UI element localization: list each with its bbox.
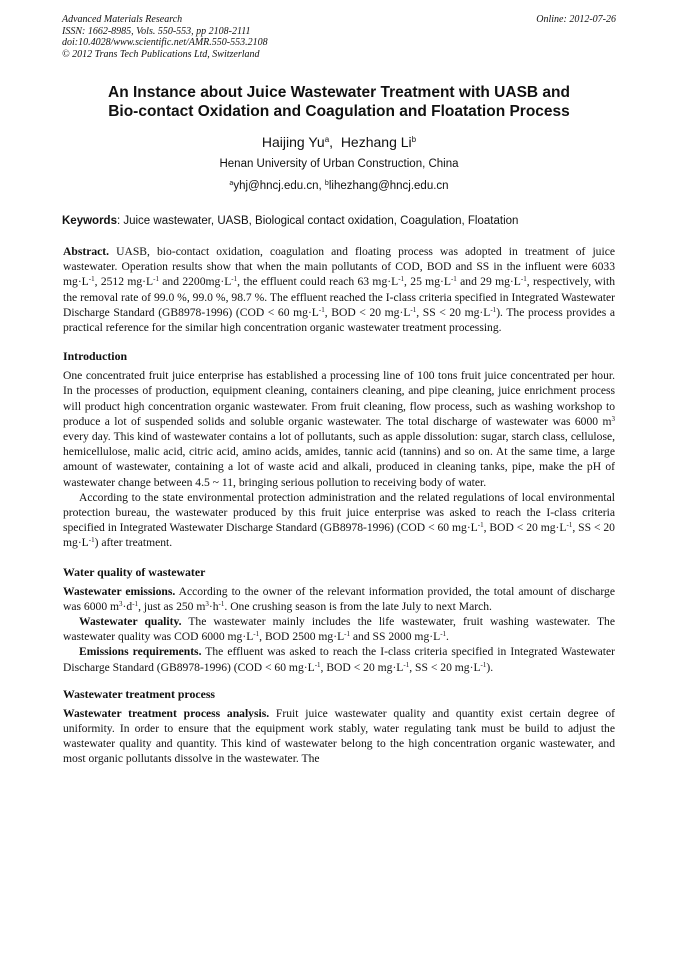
text-run: UASB, bio-contact oxidation, coagulation and floating process was adopted in treatment of juice wastewater. Operation results show that when the main pollutants of COD, BOD and SS in the influent were 6033 mg·L (63, 245, 615, 289)
superscript: -1 (314, 660, 321, 669)
email-link[interactable]: lihezhang@hncj.edu.cn (328, 180, 449, 192)
text-run: , BOD 2500 mg·L (259, 630, 345, 644)
superscript: -1 (450, 275, 457, 284)
journal-header (62, 14, 382, 60)
superscript: -1 (344, 630, 351, 639)
treatment-paragraph (63, 706, 615, 767)
title-line-2: Bio-contact Oxidation and Coagulation and Floatation Process (108, 103, 570, 120)
text-run: ). (486, 660, 494, 674)
text-run: , SS < 20 mg·L (416, 305, 491, 319)
keywords-label: Keywords (62, 215, 117, 227)
title-line-1: An Instance about Juice Wastewater Treatment with UASB and (108, 84, 570, 101)
superscript: -1 (490, 305, 497, 314)
issn-line: ISSN: 1662-8985, Vols. 550-553, pp 2108-2111 (62, 25, 251, 37)
run-in-heading: Wastewater treatment process analysis. (63, 706, 270, 720)
paper-title (62, 83, 616, 121)
run-in-heading: Emissions requirements. (79, 645, 202, 659)
superscript: -1 (88, 536, 95, 545)
email-sup: a (229, 180, 234, 187)
superscript: -1 (398, 275, 405, 284)
text-run: , BOD < 20 mg·L (483, 521, 567, 535)
superscript: -1 (88, 275, 95, 284)
superscript: -1 (218, 599, 225, 608)
superscript: -1 (153, 275, 159, 284)
section-heading-introduction: Introduction (63, 349, 128, 364)
superscript: -1 (253, 630, 260, 639)
text-run: The wastewater mainly includes the life wastewater, fruit washing wastewater. The wastewater quality was COD 6000 mg·L (63, 615, 615, 644)
superscript: -1 (231, 275, 238, 284)
text-run: . (446, 630, 449, 644)
section-heading-water-quality: Water quality of wastewater (63, 564, 206, 579)
superscript: -1 (477, 521, 484, 530)
author-list (62, 133, 616, 151)
email-sup: b (324, 180, 329, 187)
text-run: ·h (208, 599, 219, 613)
author-sup: b (411, 135, 417, 144)
emissions-paragraph (63, 584, 615, 614)
online-date: Online: 2012-07-26 (536, 14, 616, 25)
author-separator: , (329, 134, 341, 150)
author-name: Haijing Yu (261, 134, 325, 150)
text-run: The effluent was asked to reach the I-class criteria specified in Integrated Wastewater Discharge Standard (GB8978-1996) (COD < 60 mg·L (63, 645, 615, 674)
email-line (62, 179, 616, 193)
text-run: , BOD < 20 mg·L (320, 660, 404, 674)
journal-name: Advanced Materials Research (62, 14, 183, 25)
text-run: every day. This kind of wastewater contains a lot of pollutants, such as apple dissolution: sugar, starch class, cellulose, hemicellulose, malic acid, citric acid, amino acids, amides, tannic acid (tannins) and so on. At the same time, a large amount of wastewater, containing a lot of waste acid and alkali, produced in cleaning tanks, pipe, make the pH of wastewater change between 4.5 ~ 11, bringing serious pollution to receiving body of water. (63, 430, 615, 489)
text-run: , just as 250 m (138, 599, 206, 613)
superscript: -1 (403, 660, 410, 669)
email-link[interactable]: yhj@hncj.edu.cn, (233, 180, 325, 192)
quality-paragraph (63, 614, 615, 644)
superscript: 3 (119, 599, 123, 608)
superscript: -1 (410, 305, 417, 314)
text-run: , the effluent could reach 63 mg·L (237, 275, 399, 289)
text-run: According to the state environmental protection administration and the related regulations of local environmental protection bureau, the wastewater produced by this fruit juice enterprise was asked to reach the I-class criteria specified in Integrated Wastewater Discharge Standard (GB8978-1996) (COD < 60 mg·L (63, 490, 615, 535)
text-run: ). The process provides a practical reference for the similar high concentration organic wastewater treatment processing. (63, 305, 616, 335)
requirements-paragraph (63, 644, 615, 674)
doi-line: doi:10.4028/www.scientific.net/AMR.550-553.2108 (62, 37, 268, 48)
text-run: and 29 mg·L (456, 275, 521, 289)
text-run: , 2512 mg·L (94, 275, 154, 289)
text-run: and SS 2000 mg·L (350, 630, 441, 644)
text-run: . One crushing season is from the late July to next March. (224, 599, 492, 613)
superscript: -1 (132, 599, 139, 608)
copyright-line: © 2012 Trans Tech Publications Ltd, Switzerland (62, 48, 260, 60)
text-run: and 2200mg·L (158, 275, 232, 289)
text-run: , SS < 20 mg·L (409, 660, 481, 674)
superscript: -1 (440, 630, 447, 639)
text-run: , 25 mg·L (404, 275, 451, 289)
superscript: 3 (205, 599, 209, 608)
intro-paragraph-2 (63, 490, 615, 551)
affiliation: Henan University of Urban Construction, China (219, 158, 459, 170)
section-heading-treatment: Wastewater treatment process (63, 686, 216, 701)
superscript: -1 (480, 660, 487, 669)
text-run: , respectively, with the removal rate of 99.0 %, 99.0 %, 98.7 %. The effluent reached the I-class criteria specified in Integrated Wastewater Discharge Standard (GB8978-1996) (COD < 60 mg·L (63, 275, 616, 319)
keywords (62, 214, 616, 228)
run-in-heading: Wastewater quality. (79, 615, 182, 629)
text-run: One concentrated fruit juice enterprise has established a processing line of 100 tons fruit juice concentrated per hour. In the processes of production, equipment cleaning, containers cleaning, and pipe cleaning, juice enrichment process will product high concentration organic wastewater. From fruit cleaning, flow process, such as washing workshop to produce a lot of suspended solids and soluble organic wastewater. The total discharge of wastewater was 6000 m (63, 369, 615, 428)
superscript: -1 (520, 275, 527, 284)
superscript: -1 (566, 521, 573, 530)
superscript: -1 (318, 305, 325, 314)
text-run: According to the owner of the relevant information provided, the total amount of discharge was 6000 m (63, 584, 615, 613)
intro-paragraph-1 (63, 368, 615, 490)
author-name: Hezhang Li (340, 134, 412, 150)
text-run: ) after treatment. (94, 536, 173, 550)
text-run: , SS < 20 mg·L (63, 521, 615, 550)
abstract-label: Abstract. (63, 245, 110, 258)
superscript: 3 (611, 414, 615, 423)
text-run: , BOD < 20 mg·L (324, 305, 411, 319)
keywords-text: : Juice wastewater, UASB, Biological contact oxidation, Coagulation, Floatation (116, 215, 519, 227)
paper-body (63, 244, 615, 767)
run-in-heading: Wastewater emissions. (63, 584, 176, 598)
abstract-paragraph (63, 244, 615, 335)
text-run: Fruit juice wastewater quality and quantity exist certain degree of uniformity. In order to ensure that the equipment work stably, water regulating tank must be build to adjust the wastewater quality and quantity. This kind of wastewater belong to the high concentration organic wastewater, and most organic pollutants dissolve in the wastewater. The (63, 706, 615, 766)
author-sup: a (324, 135, 330, 144)
text-run: ·d (122, 599, 133, 613)
